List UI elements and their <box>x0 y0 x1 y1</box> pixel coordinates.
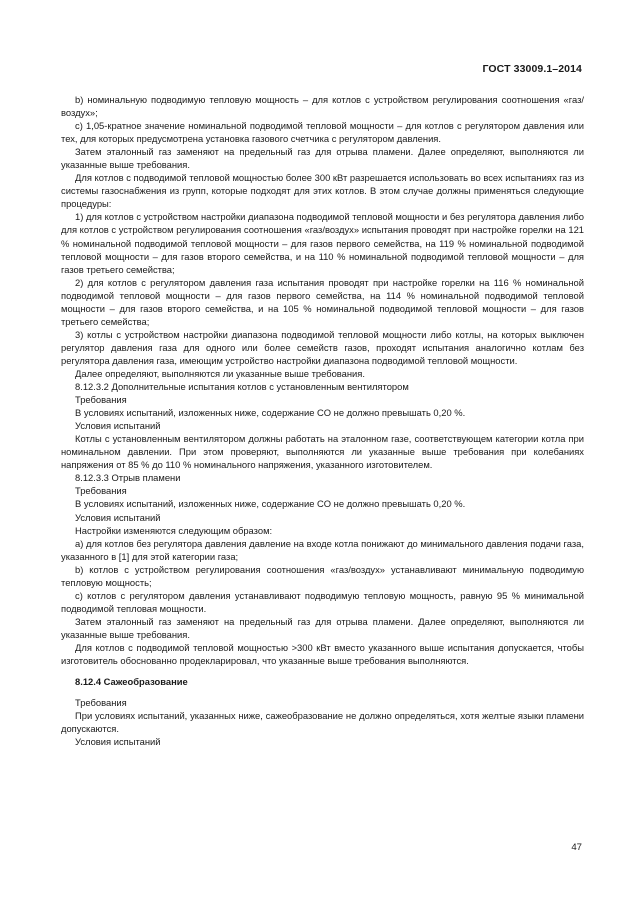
standard-code: ГОСТ 33009.1–2014 <box>482 63 582 75</box>
paragraph: 2) для котлов с регулятором давления газа испытания проводят при настройке горелки на 116 % номинальной подводимой тепловой мощности – для газов первого семейства, на 114 % номинальной подводимой тепловой мощности – для газов второго семейства, и на 105 % номинальной подводимой тепловой мощности – для газов третьего семейства; <box>61 276 584 327</box>
paragraph: Требования <box>75 485 127 497</box>
section-heading: 8.12.4 Сажеобразование <box>75 676 188 688</box>
paragraph: Условия испытаний <box>75 420 161 432</box>
paragraph: Для котлов с подводимой тепловой мощностью >300 кВт вместо указанного выше испытания допускается, чтобы изготовитель обоснованно продекларировал, что указанные выше требования выполняются. <box>61 641 584 667</box>
paragraph: a) для котлов без регулятора давления давление на входе котла понижают до минимального давления подачи газа, указанного в [1] для этой категории газа; <box>61 537 584 562</box>
paragraph: Требования <box>75 697 127 709</box>
paragraph: При условиях испытаний, указанных ниже, сажеобразование не должно определяться, хотя желтые языки пламени допускаются. <box>61 710 584 735</box>
paragraph: 1) для котлов с устройством настройки диапазона подводимой тепловой мощности и без регулятора давления либо для котлов с устройством регулирования соотношения «газ/воздух» испытания проводят при настройке горелки на 121 % номинальной подводимой тепловой мощности – для газов первого семейства, на 119 % номинальной подводимой тепловой мощности – для газов второго семейства, и на 110 % номинальной подводимой тепловой мощности – для газов третьего семейства; <box>61 211 584 275</box>
paragraph: b) котлов с устройством регулирования соотношения «газ/воздух» устанавливают минимальную подводимую тепловую мощность; <box>61 563 584 588</box>
paragraph: Далее определяют, выполняются ли указанные выше требования. <box>75 367 365 379</box>
paragraph: В условиях испытаний, изложенных ниже, содержание CO не должно превышать 0,20 %. <box>75 498 466 510</box>
paragraph: c) 1,05-кратное значение номинальной подводимой тепловой мощности – для котлов с регулятором давления или тех, для которых предусмотрена установка газового счетчика с регулятором давления. <box>61 120 584 145</box>
paragraph: 3) котлы с устройством настройки диапазона подводимой тепловой мощности либо котлы, на которых выключен регулятор давления газа для одного или более семейств газов, проходят испытания аналогично котлам без регулятора давления газа, имеющим устройство настройки диапазона подводимой тепловой мощности. <box>61 328 584 366</box>
paragraph: Затем эталонный газ заменяют на предельный газ для отрыва пламени. Далее определяют, выполняются ли указанные выше требования. <box>61 615 584 640</box>
document-body <box>61 93 584 748</box>
paragraph: Котлы с установленным вентилятором должны работать на эталонном газе, соответствующем категории котла при номинальном давлении. При этом проверяют, выполняются ли указанные выше требования при колебаниях напряжения от 85 % до 110 % номинального напряжения, указанного изготовителем. <box>61 433 584 471</box>
paragraph: b) номинальную подводимую тепловую мощность – для котлов с устройством регулирования соотношения «газ/воздух»; <box>61 94 584 119</box>
paragraph: Затем эталонный газ заменяют на предельный газ для отрыва пламени. Далее определяют, выполняются ли указанные выше требования. <box>61 146 584 171</box>
paragraph: Для котлов с подводимой тепловой мощностью более 300 кВт разрешается использовать во всех испытаниях газ из системы газоснабжения из групп, которые подходят для этих котлов. В этом случае должны применяться следующие процедуры: <box>61 172 584 210</box>
subsection-title: 8.12.3.2 Дополнительные испытания котлов с установленным вентилятором <box>75 381 409 393</box>
paragraph: Условия испытаний <box>75 511 161 523</box>
paragraph: Требования <box>75 394 127 406</box>
paragraph: c) котлов с регулятором давления устанавливают подводимую тепловую мощность, равную 95 % минимальной подводимой тепловая мощности. <box>61 589 584 614</box>
paragraph: В условиях испытаний, изложенных ниже, содержание CO не должно превышать 0,20 %. <box>75 407 466 419</box>
subsection-title: 8.12.3.3 Отрыв пламени <box>75 472 181 484</box>
paragraph: Условия испытаний <box>75 736 161 748</box>
page-number: 47 <box>571 842 582 853</box>
paragraph: Настройки изменяются следующим образом: <box>75 524 273 536</box>
